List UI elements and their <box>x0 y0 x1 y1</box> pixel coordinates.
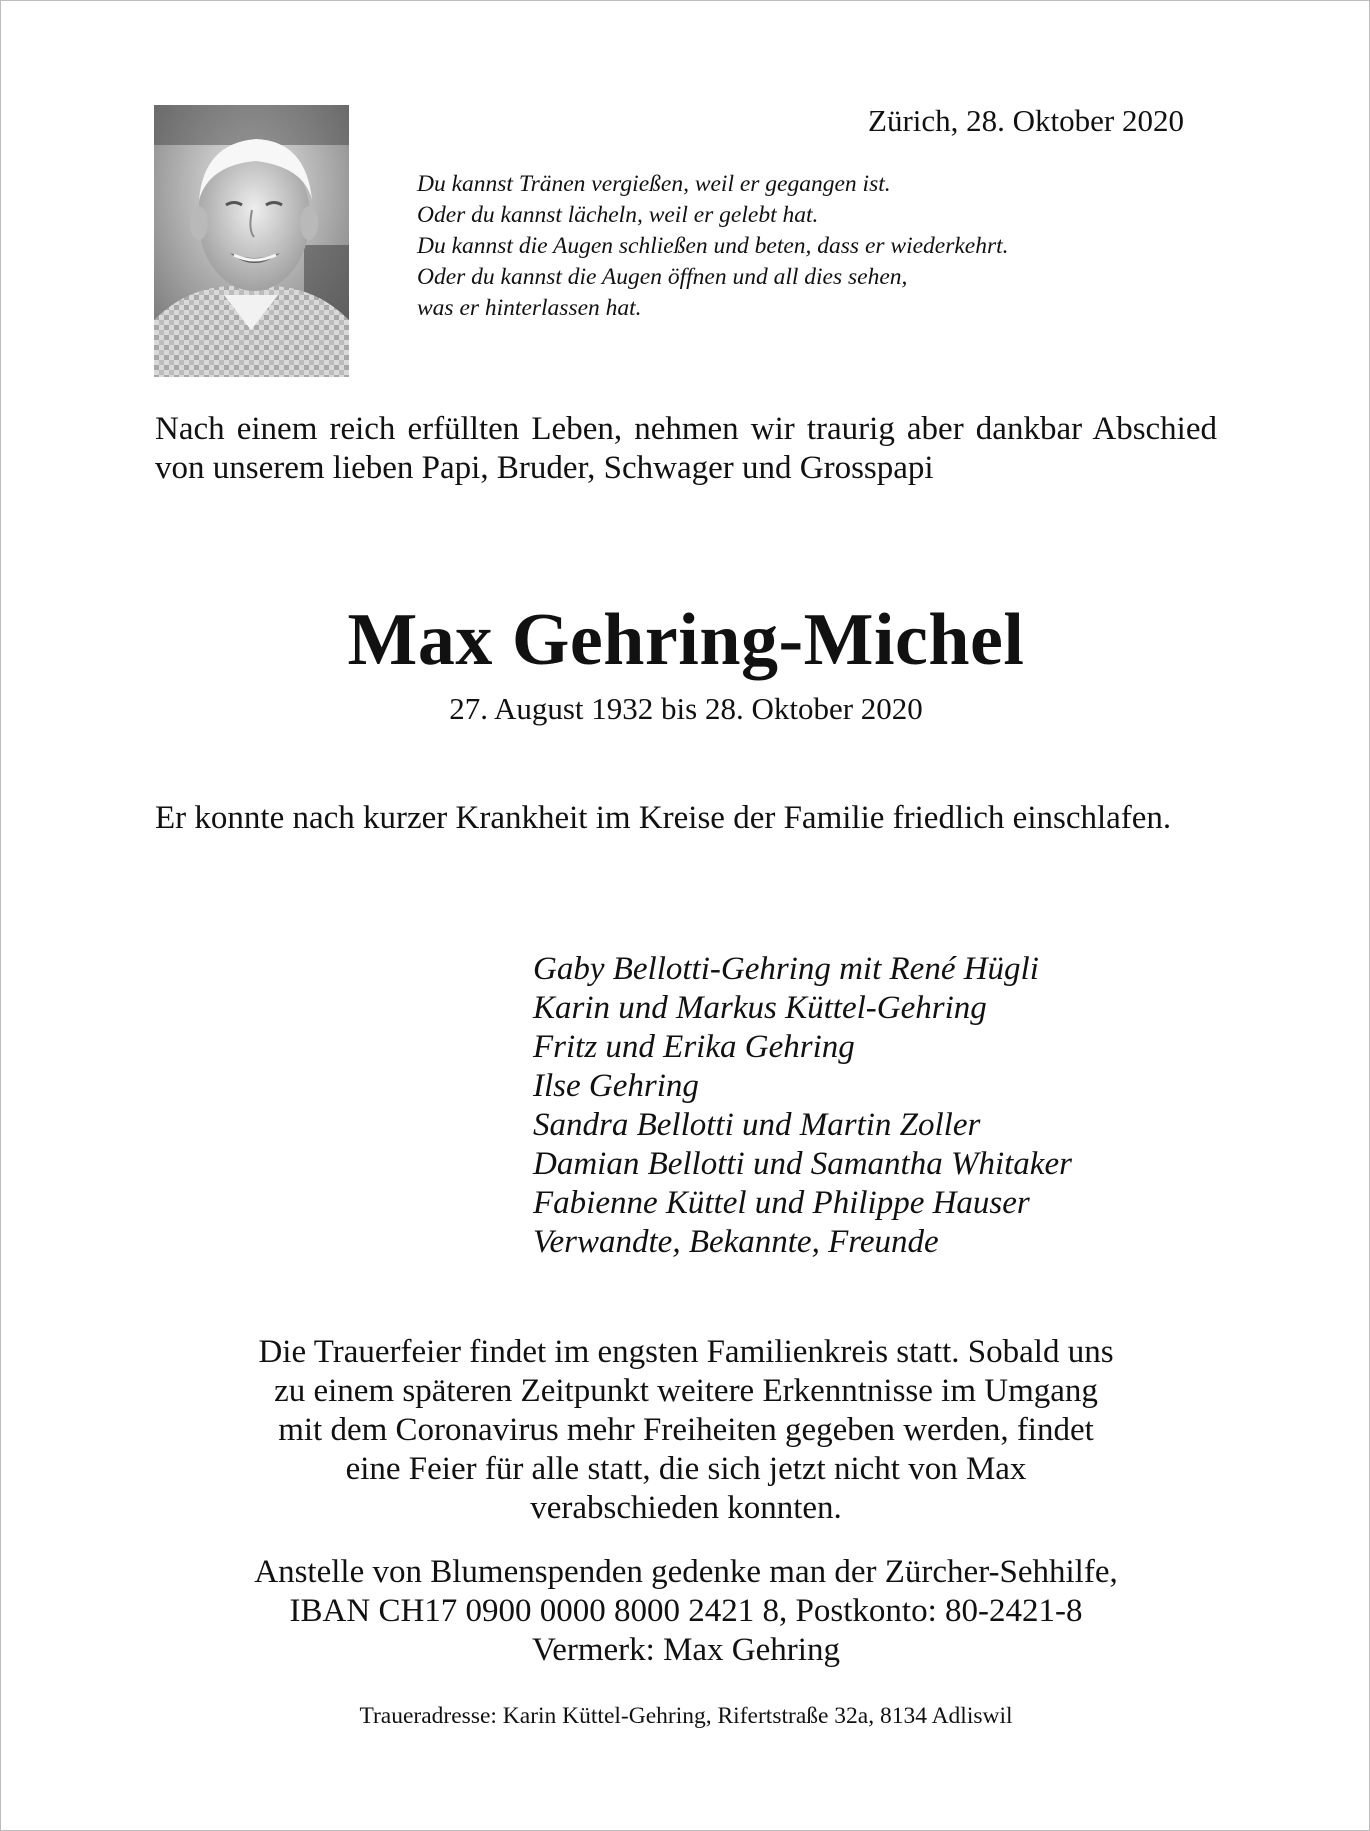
passing-paragraph: Er konnte nach kurzer Krankheit im Kreise der Familie friedlich einschlafen. <box>155 800 1172 836</box>
poem-line: Du kannst Tränen vergießen, weil er gegangen ist. <box>417 171 891 197</box>
deceased-name: Max Gehring-Michel <box>347 599 1025 681</box>
poem-line: was er hinterlassen hat. <box>417 295 642 321</box>
mourner-entry: Fritz und Erika Gehring <box>533 1029 855 1065</box>
portrait-icon <box>154 105 349 377</box>
mourning-address: Traueradresse: Karin Küttel-Gehring, Rifertstraße 32a, 8134 Adliswil <box>359 1703 1013 1729</box>
mourners-list <box>533 950 1233 1262</box>
poem <box>417 169 1217 324</box>
ceremony-line: verabschieden konnten. <box>530 1490 842 1526</box>
ceremony-notice <box>1 1333 1370 1528</box>
donation-line: Anstelle von Blumenspenden gedenke man der Zürcher-Sehhilfe, <box>254 1554 1118 1590</box>
life-dates: 27. August 1932 bis 28. Oktober 2020 <box>449 691 923 726</box>
poem-line: Du kannst die Augen schließen und beten, dass er wiederkehrt. <box>417 233 1009 259</box>
donation-line: IBAN CH17 0900 0000 8000 2421 8, Postkonto: 80-2421-8 <box>289 1593 1083 1629</box>
mourner-entry: Karin und Markus Küttel-Gehring <box>533 990 987 1026</box>
portrait-photo <box>154 105 349 377</box>
poem-line: Oder du kannst lächeln, weil er gelebt hat. <box>417 202 819 228</box>
ceremony-line: eine Feier für alle statt, die sich jetzt nicht von Max <box>345 1451 1027 1487</box>
ceremony-line: mit dem Coronavirus mehr Freiheiten gegeben werden, findet <box>278 1412 1094 1448</box>
poem-line: Oder du kannst die Augen öffnen und all dies sehen, <box>417 264 908 290</box>
mourner-entry: Verwandte, Bekannte, Freunde <box>533 1224 939 1260</box>
ceremony-line: zu einem späteren Zeitpunkt weitere Erkenntnisse im Umgang <box>274 1373 1098 1409</box>
donation-line: Vermerk: Max Gehring <box>532 1632 840 1668</box>
mourner-entry: Sandra Bellotti und Martin Zoller <box>533 1107 981 1143</box>
mourner-entry: Gaby Bellotti-Gehring mit René Hügli <box>533 951 1039 987</box>
ceremony-line: Die Trauerfeier findet im engsten Familienkreis statt. Sobald uns <box>258 1334 1114 1370</box>
mourner-entry: Fabienne Küttel und Philippe Hauser <box>533 1185 1030 1221</box>
mourner-entry: Damian Bellotti und Samantha Whitaker <box>533 1146 1072 1182</box>
donation-notice <box>1 1553 1370 1670</box>
mourner-entry: Ilse Gehring <box>533 1068 699 1104</box>
intro-paragraph: Nach einem reich erfüllten Leben, nehmen wir traurig aber dankbar Abschied von unserem lieben Papi, Bruder, Schwager und Grosspapi <box>155 411 1217 486</box>
dateline: Zürich, 28. Oktober 2020 <box>868 103 1184 138</box>
